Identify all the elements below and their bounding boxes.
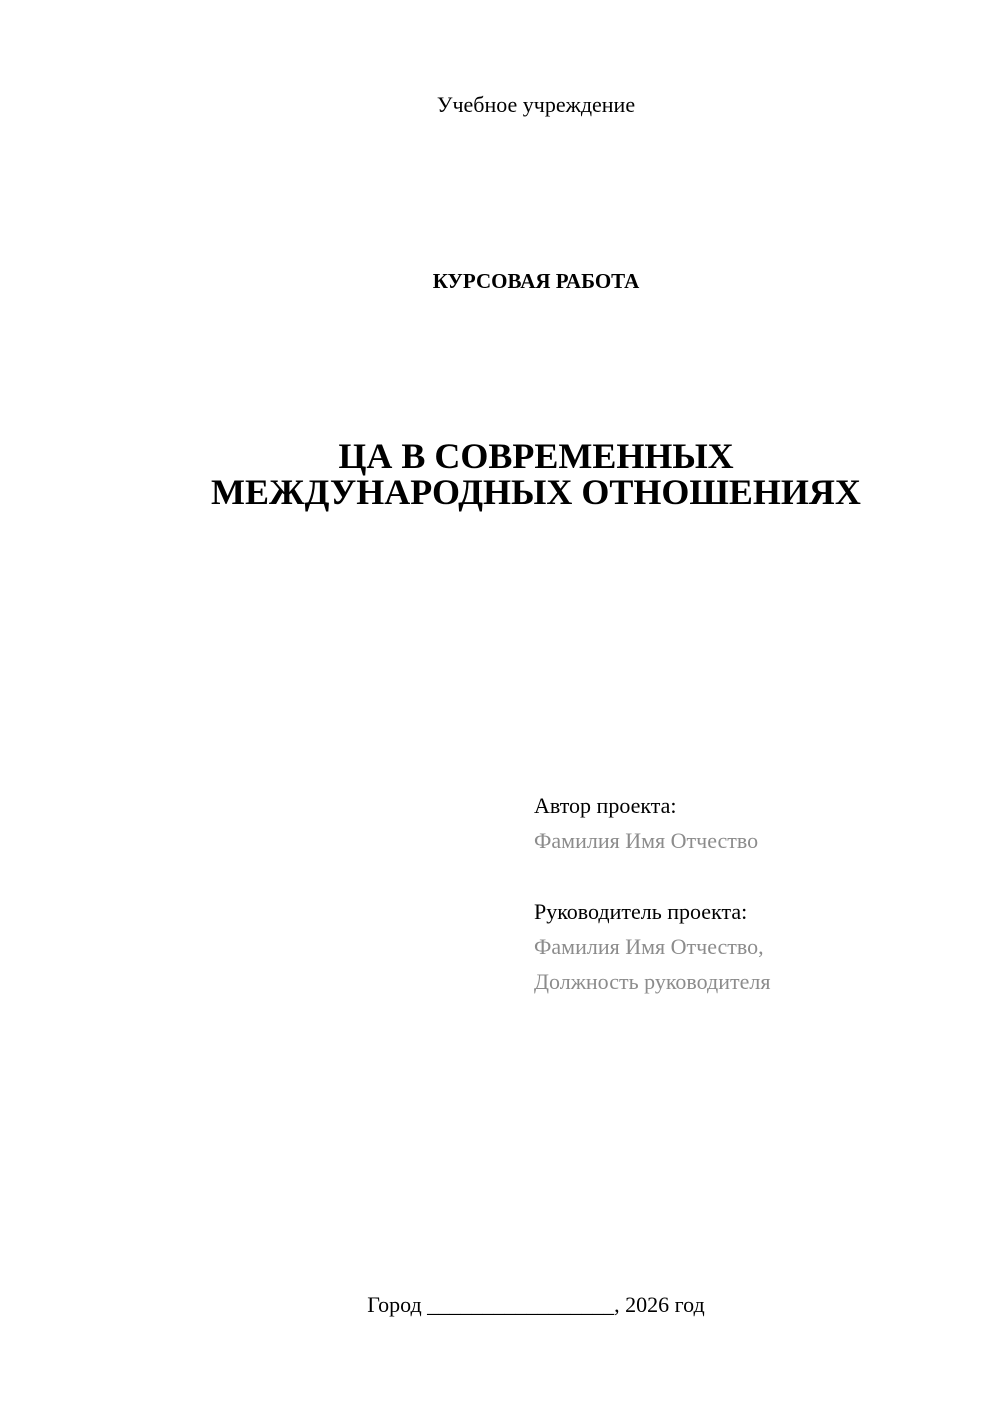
city-year-line: Город _________________, 2026 год [367,1292,705,1317]
title-line: МЕЖДУНАРОДНЫХ ОТНОШЕНИЯХ [211,472,861,512]
institution-name: Учебное учреждение [436,92,636,117]
title-line: ЦА В СОВРЕМЕННЫХ [338,436,734,476]
author-label: Автор проекта: [534,793,677,818]
work-type-heading: КУРСОВАЯ РАБОТА [432,269,640,293]
author-name: Фамилия Имя Отчество [534,828,759,853]
supervisor-position: Должность руководителя [534,969,771,994]
spacer [534,858,974,894]
document-title [0,438,1000,510]
credits-block [534,788,974,999]
supervisor-name: Фамилия Имя Отчество, [534,934,764,959]
supervisor-label: Руководитель проекта: [534,899,748,924]
